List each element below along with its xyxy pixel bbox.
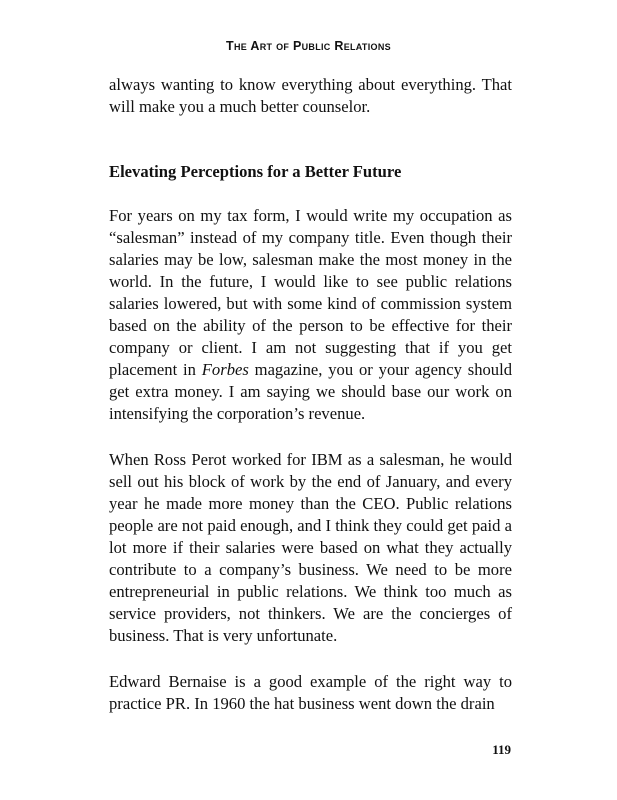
paragraph-text: always wanting to know everything about everything. That will make you a much better counselor. (109, 75, 512, 116)
paragraph-text-part: For years on my tax form, I would write my occupation as “salesman” instead of my company title. Even though their salaries may be low, salesman make the most money in the world. In the future, I would like to see public relations salaries lowered, but with some kind of commission system based on the ability of the person to be effective for their company or client. I am not suggesting that if you get placement in (109, 206, 512, 379)
paragraph-text-part: magazine, you or your agency should get extra money. I am saying we should base our work on intensifying the corporation’s revenue. (109, 360, 513, 423)
paragraph (109, 205, 512, 425)
paragraph (109, 449, 512, 647)
running-header: The Art of Public Relations (226, 39, 391, 53)
paragraph (109, 74, 512, 118)
page-number: 119 (492, 742, 511, 757)
paragraph-text: When Ross Perot worked for IBM as a salesman, he would sell out his block of work by the end of January, and every year he made more money than the CEO. Public relations people are not paid enough, and I think they could get paid a lot more if their salaries were based on what they actually contribute to a company’s business. We need to be more entrepreneurial in public relations. We think too much as service providers, not thinkers. We are the concierges of business. That is very unfortunate. (109, 450, 512, 645)
section-heading: Elevating Perceptions for a Better Future (109, 162, 402, 181)
paragraph (109, 671, 512, 715)
magazine-title: Forbes (201, 360, 249, 379)
paragraph-text (109, 205, 512, 425)
paragraph-text: Edward Bernaise is a good example of the right way to practice PR. In 1960 the hat business went down the drain (109, 672, 512, 713)
